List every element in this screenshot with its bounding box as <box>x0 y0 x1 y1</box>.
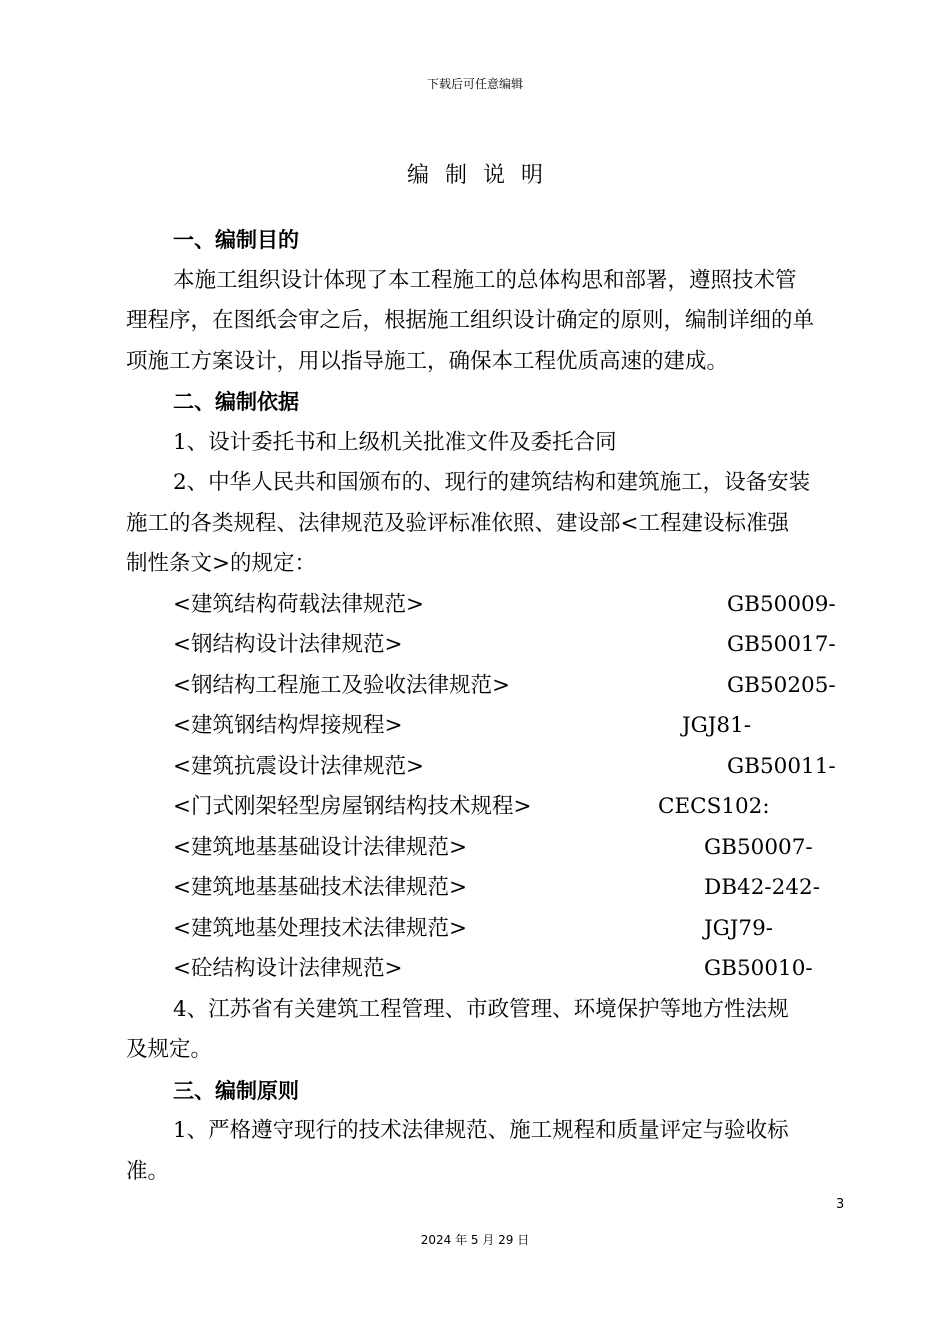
standard-name: <钢结构工程施工及验收法律规范> <box>173 672 511 698</box>
page-footer-date: 2024 年 5 月 29 日 <box>420 1233 530 1247</box>
list-item: 4、江苏省有关建筑工程管理、市政管理、环境保护等地方性法规 <box>173 996 789 1022</box>
section-heading-purpose: 一、编制目的 <box>173 228 299 252</box>
standard-row <box>126 828 846 869</box>
standard-name: <建筑地基基础技术法律规范> <box>173 875 468 900</box>
standard-row <box>126 747 846 788</box>
list-item: 1、严格遵守现行的技术法律规范、施工规程和质量评定与验收标 <box>173 1118 789 1143</box>
standard-name: <建筑钢结构焊接规程> <box>173 713 403 738</box>
list-item: 2、中华人民共和国颁布的、现行的建筑结构和建筑施工，设备安装 <box>173 470 811 495</box>
document-title: 编制说明 <box>406 163 559 188</box>
paragraph-line: 本施工组织设计体现了本工程施工的总体构思和部署，遵照技术管 <box>173 267 797 293</box>
section-heading-principles: 三、编制原则 <box>173 1078 299 1103</box>
standard-code: GB50205- <box>727 672 836 698</box>
standard-row <box>126 949 846 990</box>
paragraph-line: 制性条文>的规定： <box>126 551 317 576</box>
standard-name: <门式刚架轻型房屋钢结构技术规程> <box>173 794 532 819</box>
standard-row <box>126 666 846 707</box>
standard-row <box>126 625 846 666</box>
list-item: 1、设计委托书和上级机关批准文件及委托合同 <box>173 429 617 455</box>
standard-name: <钢结构设计法律规范> <box>173 632 403 657</box>
standard-name: <建筑抗震设计法律规范> <box>173 753 425 779</box>
paragraph-line: 及规定。 <box>126 1037 213 1062</box>
paragraph-line: 准。 <box>126 1158 170 1184</box>
standard-name: <砼结构设计法律规范> <box>173 956 403 981</box>
standard-code: JGJ79- <box>704 915 774 941</box>
standard-row <box>126 787 846 828</box>
paragraph-line: 施工的各类规程、法律规范及验评标准依照、建设部<工程建设标准强 <box>126 510 790 536</box>
standard-code: GB50010- <box>704 956 813 981</box>
standard-code: DB42-242- <box>704 875 820 900</box>
document-body <box>126 220 846 1192</box>
standard-code: JGJ81- <box>682 713 752 738</box>
standard-code: GB50017- <box>727 632 836 657</box>
page-number: 3 <box>836 1197 845 1212</box>
section-heading-basis: 二、编制依据 <box>173 390 299 414</box>
page-header: 下载后可任意编辑 <box>426 77 523 91</box>
paragraph-line: 项施工方案设计，用以指导施工，确保本工程优质高速的建成。 <box>126 348 729 374</box>
standard-row <box>126 585 846 626</box>
standard-name: <建筑结构荷载法律规范> <box>173 591 425 617</box>
standard-code: CECS102: <box>658 794 770 819</box>
standard-name: <建筑地基处理技术法律规范> <box>173 915 468 941</box>
standard-code: GB50007- <box>704 834 813 860</box>
standard-name: <建筑地基基础设计法律规范> <box>173 834 468 860</box>
standard-code: GB50011- <box>727 753 836 779</box>
paragraph-line: 理程序，在图纸会审之后，根据施工组织设计确定的原则，编制详细的单 <box>126 308 815 333</box>
standard-code: GB50009- <box>727 591 836 617</box>
standard-row <box>126 909 846 950</box>
standard-row <box>126 868 846 909</box>
standard-row <box>126 706 846 747</box>
